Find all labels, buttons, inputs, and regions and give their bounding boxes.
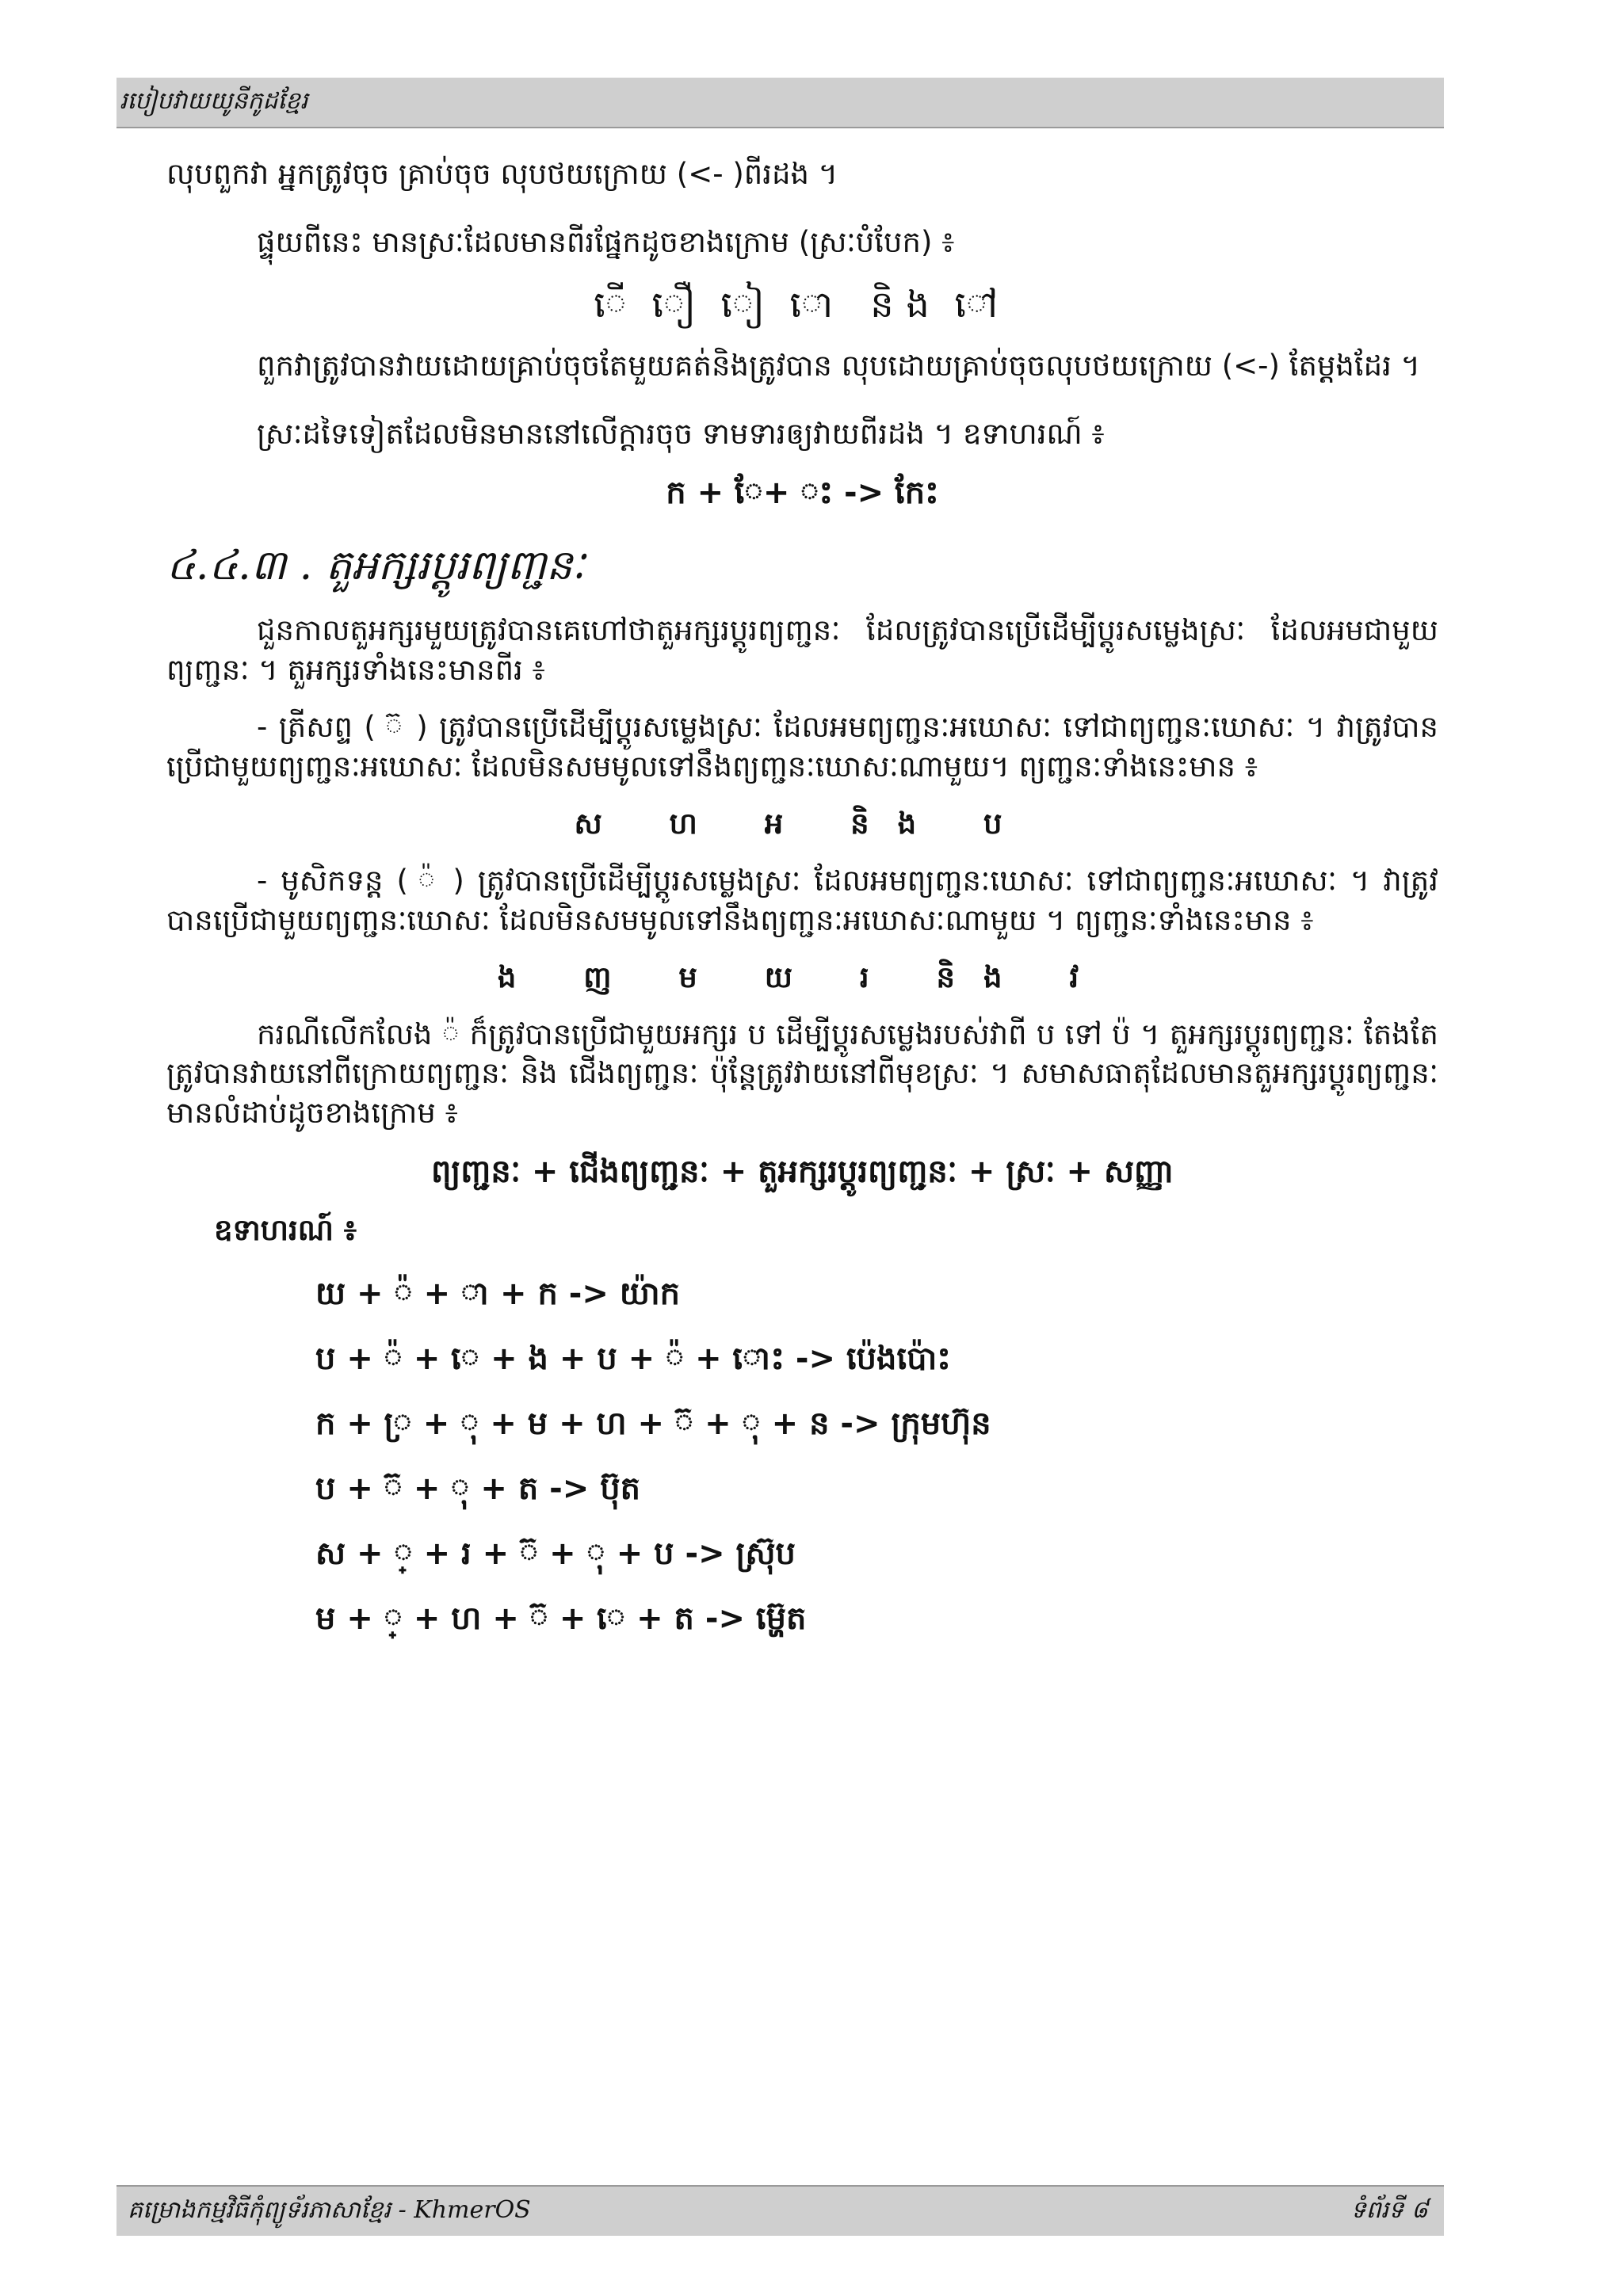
page-content [166, 154, 1438, 1640]
example-item: យ + ៉ + ា + ក -> យ៉ាក [315, 1276, 680, 1313]
example-item: ប + ៊ + ុ + ត -> ប៊ុត [315, 1470, 640, 1508]
example-label: ឧទាហរណ៍ ៖ [214, 1213, 357, 1248]
example-item: ប + ៉ + េ + ង + ប + ៉ + ោះ -> ប៉េងប៉ោះ [315, 1341, 951, 1378]
example-formula-1: ក + ែ+ ះ -> កែះ [666, 474, 939, 511]
example-item: ម + ្ + ហ + ៊ + េ + ត -> ម្ហ៊េត [315, 1600, 807, 1638]
letters-list-2: ង ញ ម យ រ និង វ [497, 959, 1108, 994]
paragraph-1: លុបពួកវា អ្នកត្រូវចុច គ្រាប់ចុច លុបថយក្រោយ (<- )ពីរដង ។ [166, 157, 838, 191]
paragraph-4: ស្រៈដទៃទៀតដែលមិនមាននៅលើក្តារចុច ទាមទារឲ្យវាយពីរដង ។ ឧទាហរណ៍ ៖ [257, 416, 1105, 451]
paragraph-5: ជួនកាលតួអក្សរមួយត្រូវបានគេហៅថាតួអក្សរប្តូរព្យញ្ជនៈ ដែលត្រូវបានប្រើដើម្បីប្តូរសម្លេងស្រៈ ដែលអមជាមួយព្យញ្ជនៈ ។ តួអក្សរទាំងនេះមានពីរ ៖ [166, 613, 1438, 687]
paragraph-2: ផ្ទុយពីនេះ មានស្រៈដែលមានពីរផ្នែកដូចខាងក្រោម (ស្រៈបំបែក) ៖ [257, 224, 955, 259]
section-heading: ៤.៤.៣ . តួអក្សរប្តូរព្យញ្ជនៈ [166, 541, 586, 589]
paragraph-8: ករណីលើកលែង ៉ ក៏ត្រូវបានប្រើជាមួយអក្សរ ប ដើម្បីប្តូរសម្លេងរបស់វាពី ប ទៅ ប៉ ។ តួអក្សរប្តូរព្យញ្ជនៈ តែងតែត្រូវបានវាយនៅពីក្រោយព្យញ្ជនៈ និង ជើងព្យញ្ជនៈ ប៉ុន្តែត្រូវវាយនៅពីមុខស្រៈ ។ សមាសធាតុដែលមានតួអក្សរប្តូរព្យញ្ជនៈ មានលំដាប់ដូចខាងក្រោម ៖ [166, 1016, 1438, 1131]
example-item: ស + ្ + រ + ៊ + ុ + ប -> ស្រ៊ុប [315, 1535, 796, 1573]
header-title: របៀបវាយយូនីកូដខ្មែរ [120, 87, 308, 115]
footer-project-title: គម្រោងកម្មវិធីកុំព្យូទ័រភាសាខ្មែរ - KhmerOS [128, 2196, 531, 2224]
example-item: ក + ្រ + ុ + ម + ហ + ៊ + ុ + ន -> ក្រុមហ៊ុន [315, 1405, 991, 1443]
page-footer-bar [116, 2185, 1444, 2236]
paragraph-6: - ត្រីសព្ទ ( ៊ ) ត្រូវបានប្រើដើម្បីប្តូរសម្លេងស្រៈ ដែលអមព្យញ្ជនៈអឃោសៈ ទៅជាព្យញ្ជនៈឃោសៈ ។ វាត្រូវបានប្រើជាមួយព្យញ្ជនៈអឃោសៈ ដែលមិនសមមូលទៅនឹងព្យញ្ជនៈឃោសៈណាមួយ។ ព្យញ្ជនៈទាំងនេះមាន ៖ [166, 709, 1438, 784]
paragraph-7: - មូសិកទន្ត ( ៉ ) ត្រូវបានប្រើដើម្បីប្តូរសម្លេងស្រៈ ដែលអមព្យញ្ជនៈឃោសៈ ទៅជាព្យញ្ជនៈអឃោសៈ ។ វាត្រូវបានប្រើជាមួយព្យញ្ជនៈឃោសៈ ដែលមិនសមមូលទៅនឹងព្យញ្ជនៈអឃោសៈណាមួយ ។ ព្យញ្ជនៈទាំងនេះមាន ៖ [166, 863, 1438, 937]
letters-list-1: ស ហ អ និង ប [574, 806, 1031, 841]
footer-page-number: ទំព័រទី ៨ [1350, 2196, 1428, 2224]
split-vowels-line: ើ ឿ ៀ ោ និង ៅ [594, 282, 1011, 326]
paragraph-3: ពួកវាត្រូវបានវាយដោយគ្រាប់ចុចតែមួយគត់និងត្រូវបាន លុបដោយគ្រាប់ចុចលុបថយក្រោយ (<-) តែម្តងដែរ ។ [257, 348, 1421, 383]
page-header-bar [116, 78, 1444, 128]
component-order-formula: ព្យញ្ជនៈ + ជើងព្យញ្ជនៈ + តួអក្សរប្តូរព្យញ្ជនៈ + ស្រៈ + សញ្ញា [430, 1154, 1174, 1191]
